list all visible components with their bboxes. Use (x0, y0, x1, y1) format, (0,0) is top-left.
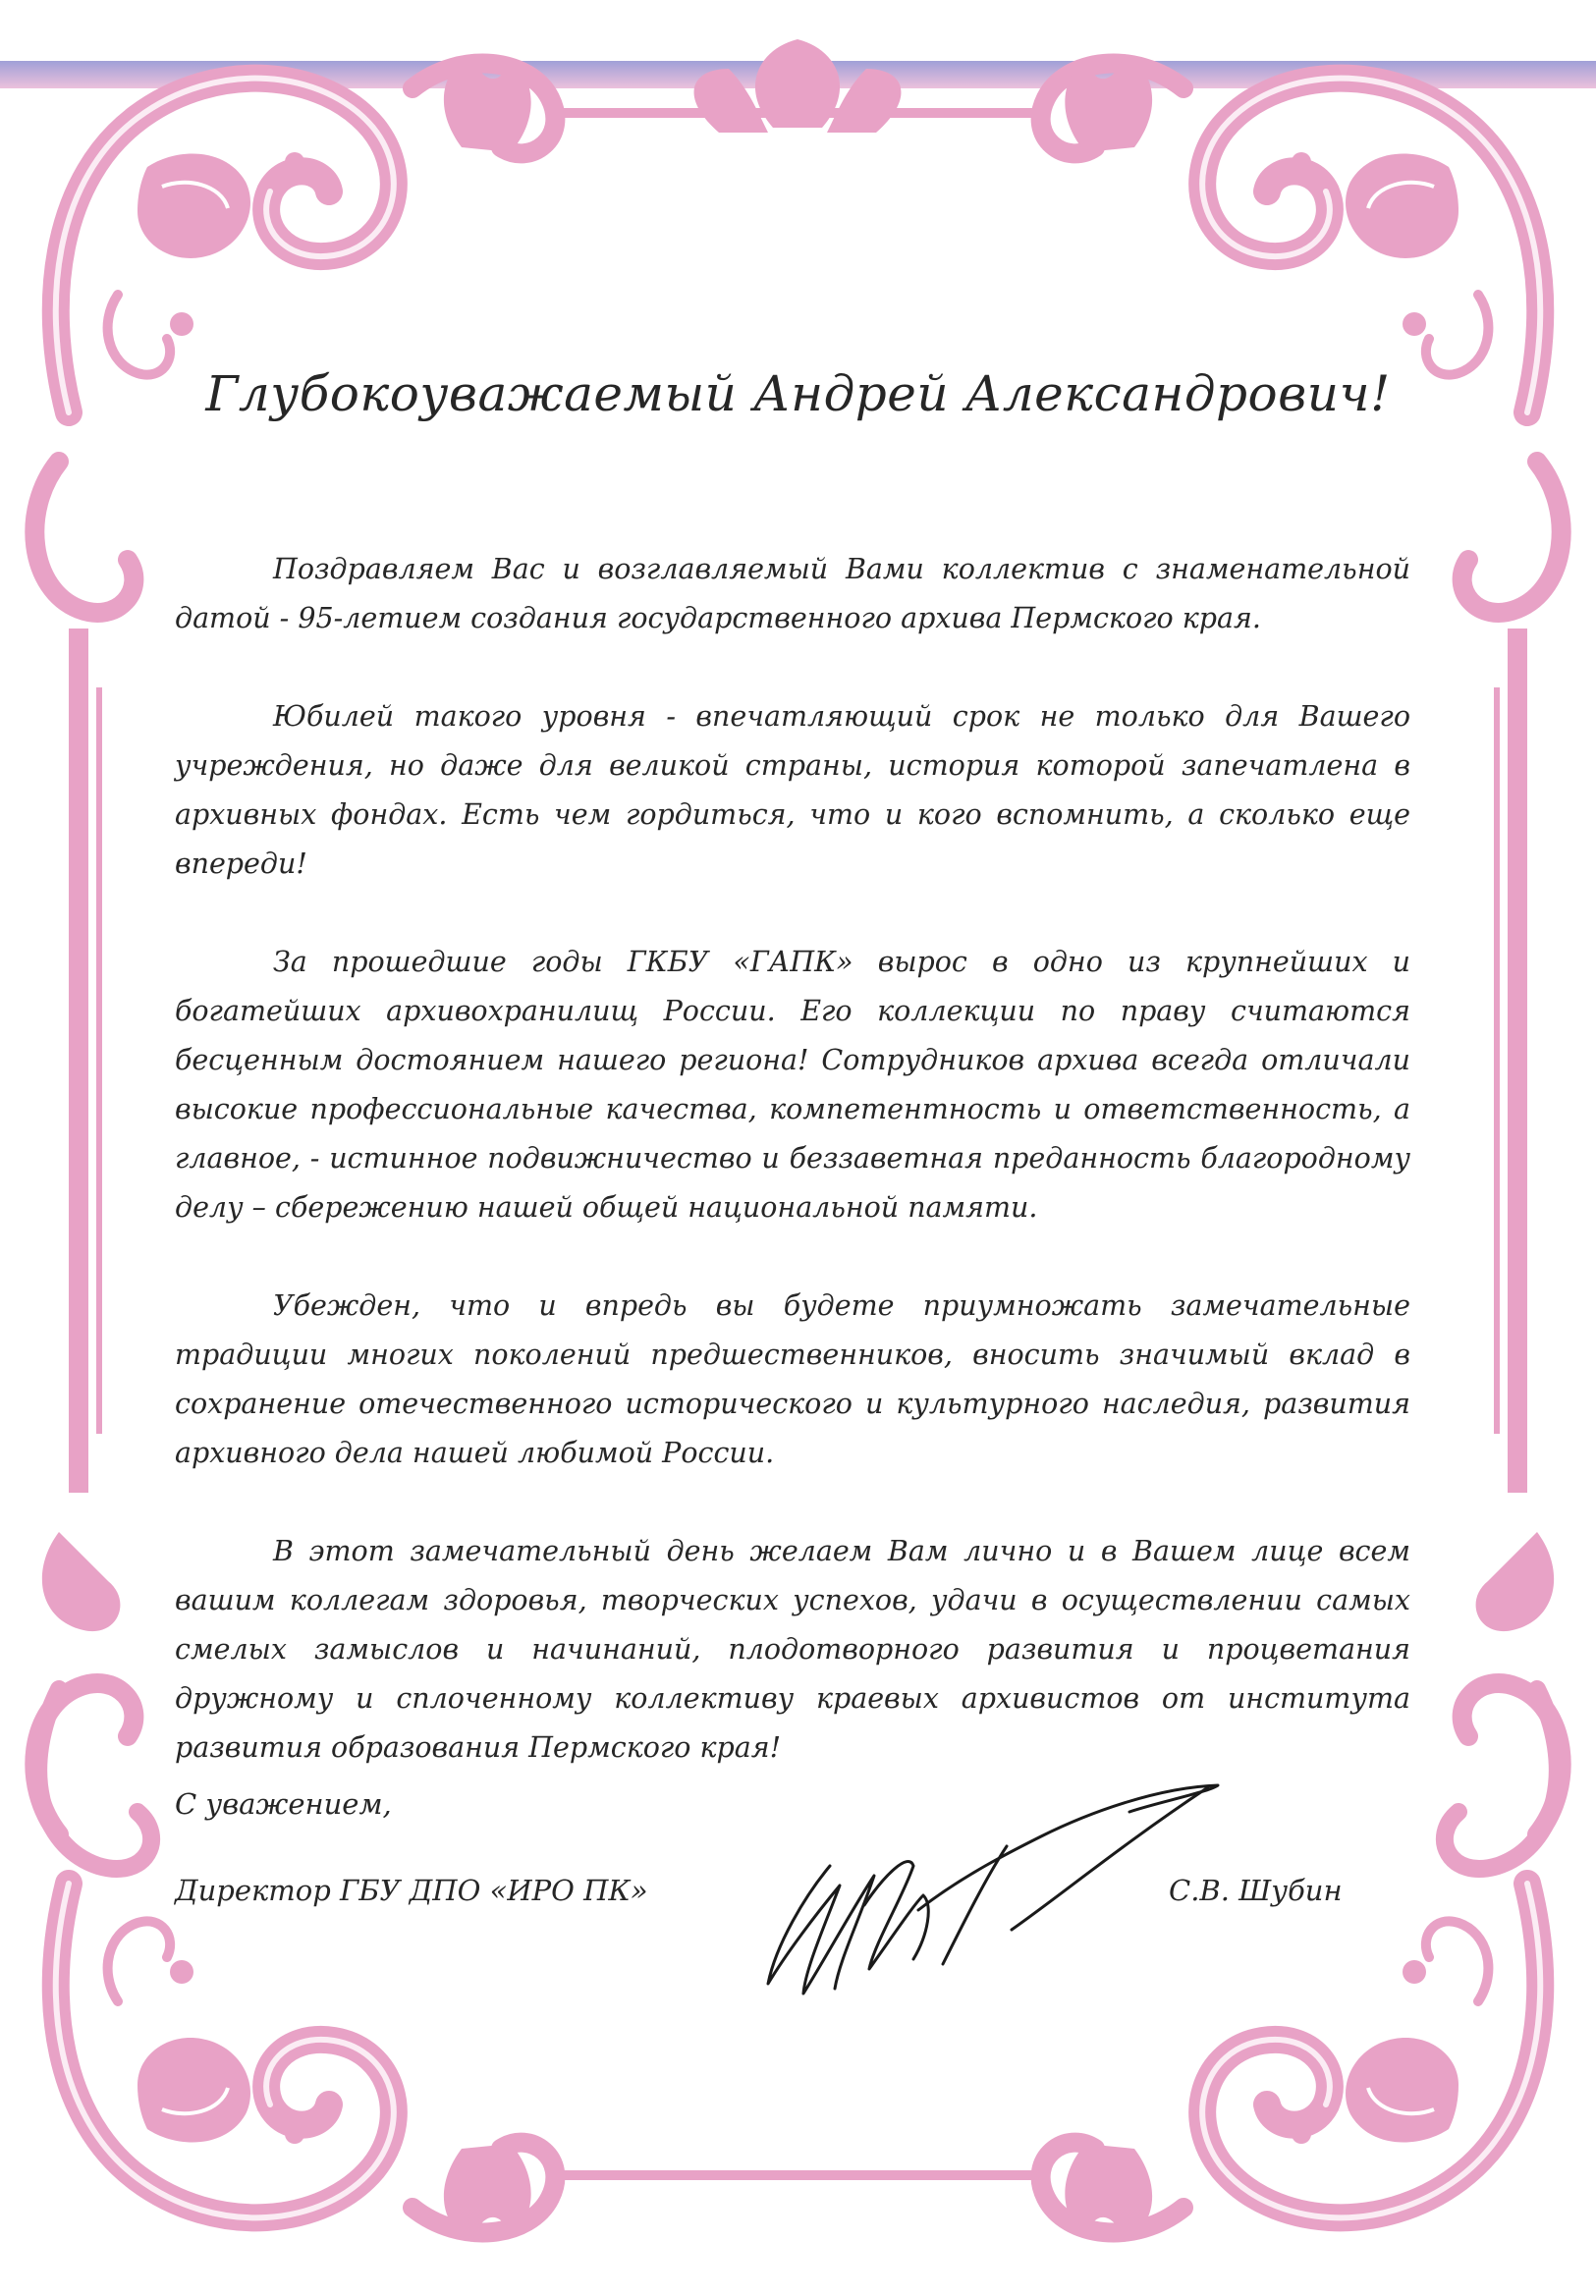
paragraph-congratulation: Поздравляем Вас и возглавляемый Вами коллектив с знаменательной датой - 95-летием создания государственного архива Пермского края. (175, 553, 1410, 634)
signatory-position: Директор ГБУ ДПО «ИРО ПК» (175, 1874, 648, 1907)
greeting-title: Глубокоуважаемый Андрей Александрович! (205, 365, 1391, 422)
handwritten-signature (746, 1758, 1257, 2013)
closing-phrase: С уважением, (175, 1787, 392, 1821)
signatory-name: С.В. Шубин (1169, 1874, 1343, 1907)
paragraph-wishes: В этот замечательный день желаем Вам лично и в Вашем лице всем вашим коллегам здоровья, творческих успехов, удачи в осуществлении самых смелых замыслов и начинаний, плодотворного развития и процветания дружному и сплоченному коллективу краевых архивистов от института развития образования Пермского края! (175, 1535, 1410, 1764)
paragraph-jubilee: Юбилей такого уровня - впечатляющий срок не только для Вашего учреждения, но даже для великой страны, история которой запечатлена в архивных фондах. Есть чем гордиться, что и кого вспомнить, а сколько еще впереди! (175, 700, 1410, 880)
paragraph-achievements: За прошедшие годы ГКБУ «ГАПК» вырос в одно из крупнейших и богатейших архивохранилищ России. Его коллекции по праву считаются бесценным достоянием нашего региона! Сотрудников архива всегда отличали высокие профессиональные качества, компетентность и ответственность, а главное, - истинное подвижничество и беззаветная преданность благородному делу – сбережению нашей общей национальной памяти. (175, 946, 1410, 1224)
paragraph-confidence: Убежден, что и впредь вы будете приумножать замечательные традиции многих поколений предшественников, вносить значимый вклад в сохранение отечественного исторического и культурного наследия, развития архивного дела нашей любимой России. (175, 1289, 1410, 1469)
letter-body (175, 545, 1410, 1822)
